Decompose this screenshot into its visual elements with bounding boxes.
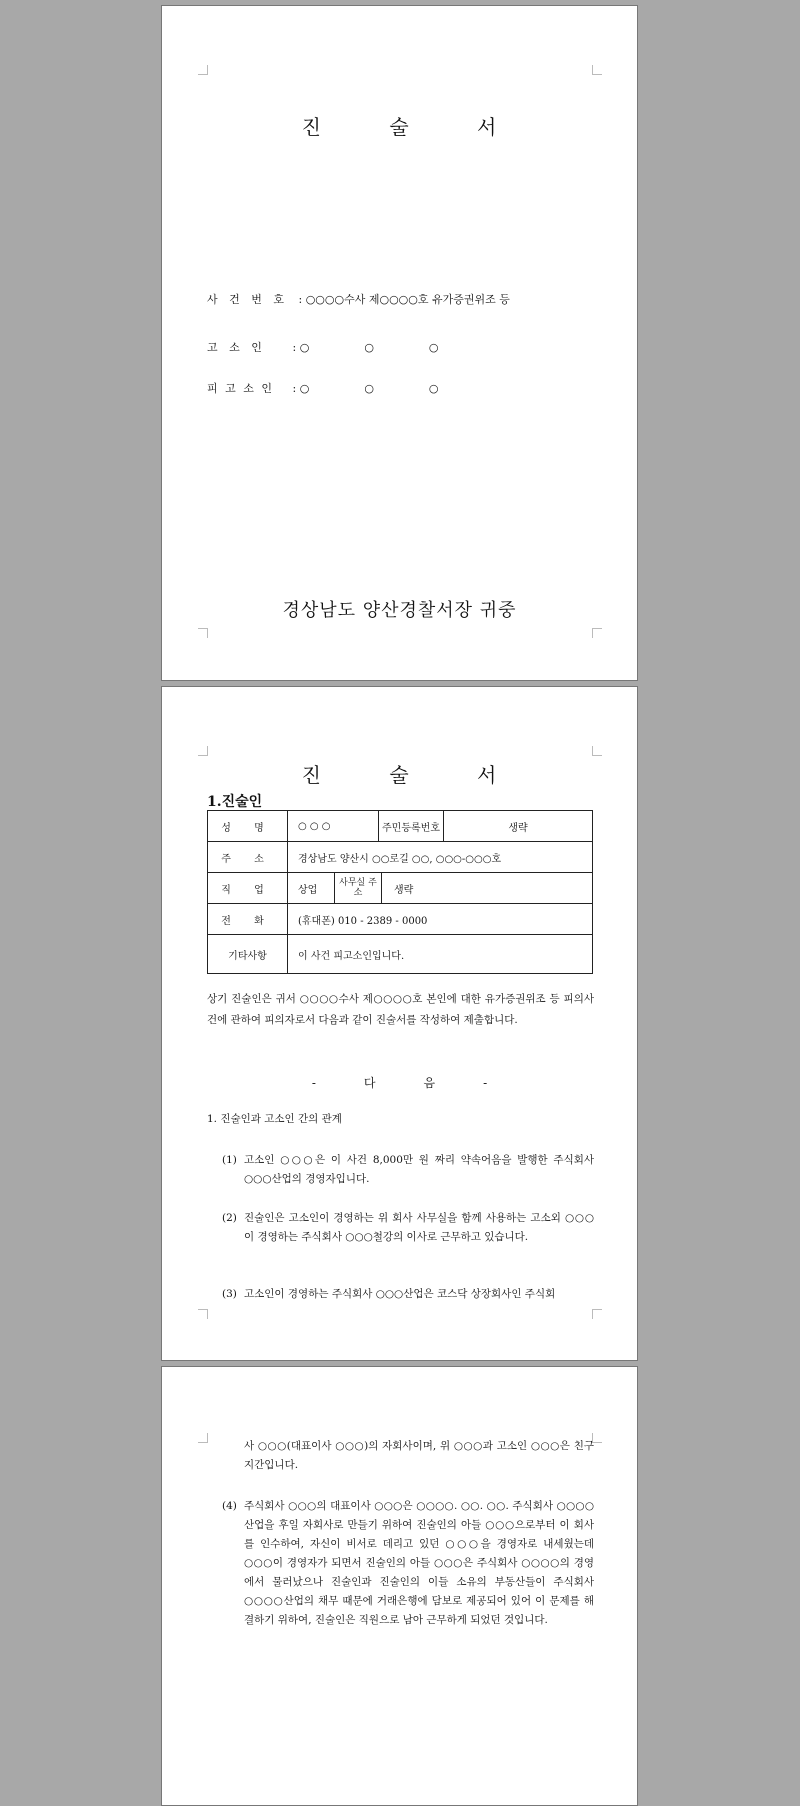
table-row	[208, 873, 593, 904]
address-value: 경상남도 양산시 ○○로길 ○○, ○○○-○○○호	[288, 842, 593, 873]
office-address-value: 생략	[394, 884, 414, 896]
crop-mark	[198, 1309, 208, 1319]
crop-mark	[198, 746, 208, 756]
list-item: (3) 고소인이 경영하는 주식회사 ○○○산업은 코스닥 상장회사인 주식회	[222, 1288, 556, 1300]
table-row	[208, 811, 593, 842]
complainant-label: 고 소 인	[207, 341, 266, 354]
crop-mark	[592, 1309, 602, 1319]
cover-title: 진 술 서	[301, 115, 498, 139]
table-row	[208, 842, 593, 873]
case-number-value: ○○○○수사 제○○○○호 유가증권위조 등	[305, 293, 510, 306]
accused-label: 피 고 소 인	[207, 382, 274, 395]
table-row	[208, 935, 593, 974]
office-address-label: 사무실 주 소	[334, 873, 382, 903]
addressee: 경상남도 양산경찰서장 귀중	[282, 600, 517, 621]
job-value: 상업	[298, 884, 318, 896]
table-row	[208, 904, 593, 935]
name-value: ○ ○ ○	[288, 811, 379, 842]
complainant-name: ○ ○ ○	[299, 341, 439, 354]
crop-mark	[592, 628, 602, 638]
subsection-title: 1. 진술인과 고소인 간의 관계	[207, 1113, 342, 1125]
name-label: 성 명	[208, 811, 288, 842]
job-label: 직 업	[208, 873, 288, 904]
statement-title: 진 술 서	[301, 763, 498, 787]
phone-label: 전 화	[208, 904, 288, 935]
section-title: 1.진술인	[207, 794, 263, 810]
continued-paragraph: 사 ○○○(대표이사 ○○○)의 자회사이며, 위 ○○○과 고소인 ○○○은 친구지간입니다.	[244, 1440, 594, 1471]
intro-paragraph: 상기 진술인은 귀서 ○○○○수사 제○○○○호 본인에 대한 유가증권위조 등 피의사건에 관하여 피의자로서 다음과 같이 진술서를 작성하여 제출합니다.	[207, 993, 594, 1026]
case-number-row: 사 건 번 호 : ○○○○수사 제○○○○호 유가증권위조 등	[207, 293, 510, 306]
statement-page-1	[161, 686, 638, 1361]
next-heading: - 다 음 -	[311, 1076, 488, 1090]
crop-mark	[198, 65, 208, 75]
crop-mark	[592, 65, 602, 75]
phone-value: (휴대폰) 010 - 2389 - 0000	[288, 904, 593, 935]
accused-name: ○ ○ ○	[299, 382, 439, 395]
complainant-row: 고 소 인 : ○ ○ ○	[207, 341, 439, 354]
accused-row: 피 고 소 인 : ○ ○ ○	[207, 382, 439, 395]
statement-page-2	[161, 1366, 638, 1806]
other-value: 이 사건 피고소인입니다.	[288, 935, 593, 974]
rrn-label: 주민등록번호	[379, 811, 444, 842]
rrn-value: 생략	[444, 811, 593, 842]
list-item: (1) 고소인 ○○○은 이 사건 8,000만 원 짜리 약속어음을 발행한 주식회사 ○○○산업의 경영자입니다.	[222, 1154, 594, 1185]
other-label: 기타사항	[208, 935, 288, 974]
declarant-table	[207, 810, 593, 974]
list-item: (2) 진술인은 고소인이 경영하는 위 회사 사무실을 함께 사용하는 고소외 ○○○이 경영하는 주식회사 ○○○철강의 이사로 근무하고 있습니다.	[222, 1212, 594, 1243]
list-item: (4) 주식회사 ○○○의 대표이사 ○○○은 ○○○○. ○○. ○○. 주식회사 ○○○○산업을 후일 자회사로 만들기 위하여 진술인의 아들 ○○○으로부터 이 회사를 인수하여, 자신이 비서로 데리고 있던 ○○○을 경영자로 내세웠는데 ○○○이 경영자가 되면서 진술인의 아들 ○○○은 주식회사 ○○○○의 경영에서 물러났으나 진술인과 진술인의 이들 소유의 부동산들이 주식회사 ○○○○산업의 채무 때문에 거래은행에 담보로 제공되어 있어 이 문제를 해결하기 위하여, 진술인은 직원으로 남아 근무하게 되었던 것입니다.	[222, 1500, 594, 1626]
cover-page	[161, 5, 638, 681]
crop-mark	[592, 746, 602, 756]
address-label: 주 소	[208, 842, 288, 873]
case-number-label: 사 건 번 호	[207, 293, 288, 306]
crop-mark	[198, 1433, 208, 1443]
crop-mark	[198, 628, 208, 638]
